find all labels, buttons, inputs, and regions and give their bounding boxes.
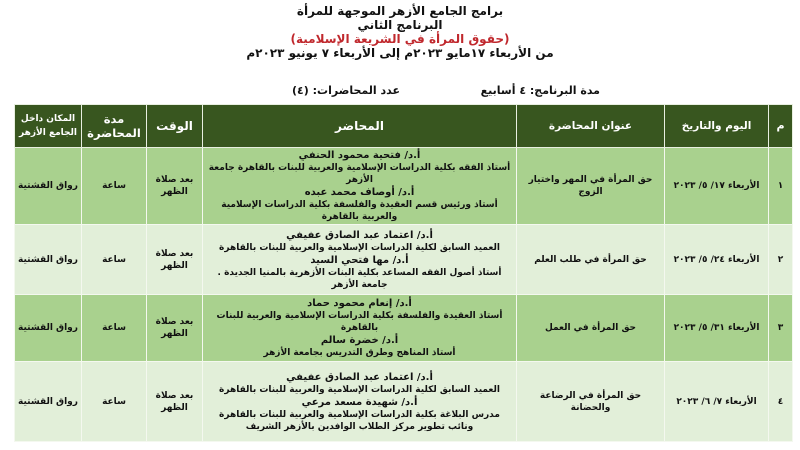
row-num: ١ [769,148,793,225]
time-line1: بعد صلاة [155,317,194,327]
row-num: ٤ [769,362,793,442]
row-date: الأربعاء ٧/ ٦/ ٢٠٢٣ [665,362,769,442]
col-header-num: م [769,105,793,148]
lecturer-desc: مدرس البلاغة بكلية الدراسات الإسلامية والعربية للبنات بالقاهرة ونائب تطوير مركز الطلاب الوافدين بالأزهر الشريف [219,409,500,432]
row-time [147,148,203,225]
program-date-range: من الأربعاء ١٧مايو ٢٠٢٣م إلى الأربعاء ٧ يونيو ٢٠٢٣م [246,46,554,60]
row-title: حق المرأة في طلب العلم [517,225,665,295]
table-row [15,225,793,295]
row-place: رواق القشتية [15,225,82,295]
time-line2: الظهر [161,187,188,197]
row-lecturers [203,148,517,225]
lecturer-name: أ.د/ مها فتحي السيد [310,254,409,266]
program-subject: (حقوق المرأة في الشريعة الإسلامية) [290,32,510,46]
row-num: ٣ [769,295,793,362]
row-duration: ساعة [82,225,147,295]
col-header-duration-line1: مدة [103,112,125,126]
row-date: الأربعاء ١٧/ ٥/ ٢٠٢٣ [665,148,769,225]
row-date: الأربعاء ٢٤/ ٥/ ٢٠٢٣ [665,225,769,295]
row-duration: ساعة [82,295,147,362]
row-time [147,362,203,442]
document-header [0,4,800,60]
lecturer-desc: العميد السابق لكلية الدراسات الإسلامية والعربية للبنات بالقاهرة [219,242,500,253]
row-time [147,225,203,295]
lecturer-desc: أستاذ ورئيس قسم العقيدة والفلسفة بكلية الدراسات الإسلامية والعربية بالقاهرة [221,200,498,222]
schedule-table [14,104,793,442]
lecturer-desc: أستاذ المناهج وطرق التدريس بجامعة الأزهر [263,348,456,358]
lecturer-name: أ.د/ إنعام محمود حماد [307,298,412,309]
time-line2: الظهر [161,260,188,271]
time-line1: بعد صلاة [155,248,194,259]
row-duration: ساعة [82,362,147,442]
table-row [15,362,793,442]
row-place: رواق القشتية [15,148,82,225]
row-title: حق المرأة في المهر واختيار الزوج [517,148,665,225]
row-place: رواق القشتية [15,295,82,362]
lecturer-desc: العميد السابق لكلية الدراسات الإسلامية والعربية للبنات بالقاهرة [219,384,500,395]
row-title: حق المرأة في العمل [517,295,665,362]
time-line1: بعد صلاة [155,175,194,185]
row-title: حق المرأة في الرضاعة والحضانة [517,362,665,442]
program-duration: مدة البرنامج: ٤ أسابيع [480,84,600,97]
table-row [15,148,793,225]
row-num: ٢ [769,225,793,295]
col-header-place [15,105,82,148]
row-date: الأربعاء ٣١/ ٥/ ٢٠٢٣ [665,295,769,362]
col-header-duration-line2: المحاضرة [87,126,141,140]
row-lecturers [203,295,517,362]
table-row [15,295,793,362]
program-meta [0,84,800,100]
lecturer-desc: أستاذ أصول الفقه المساعد بكلية البنات الأزهرية بالمنيا الجديدة . جامعة الأزهر [217,267,502,290]
lecturer-name: أ.د/ شهيدة مسعد مرعي [301,396,418,408]
lecturer-name: أ.د/ خضرة سالم [320,335,399,346]
lecturer-desc: أستاذ الفقه بكلية الدراسات الإسلامية والعربية للبنات بالقاهرة جامعة الأزهر [208,163,511,185]
time-line1: بعد صلاة [155,390,194,401]
lecturer-name: أ.د/ فتحية محمود الحنفي [298,150,421,161]
lecturer-name: أ.د/ اعتماد عبد الصادق عفيفي [286,371,433,383]
program-series-title: برامج الجامع الأزهر الموجهة للمرأة [296,4,504,18]
lecturer-name: أ.د/ أوصاف محمد عبده [304,187,415,198]
col-header-date: اليوم والتاريخ [665,105,769,148]
table-header-row [15,105,793,148]
col-header-title: عنوان المحاضرة [517,105,665,148]
time-line2: الظهر [161,329,188,339]
row-duration: ساعة [82,148,147,225]
row-place: رواق القشتية [15,362,82,442]
row-time [147,295,203,362]
row-lecturers [203,362,517,442]
lecturer-desc: أستاذ العقيدة والفلسفة بكلية الدراسات الإسلامية والعربية للبنات بالقاهرة [216,311,503,333]
col-header-place-line1: المكان داخل [20,114,76,124]
time-line2: الظهر [161,402,188,413]
row-lecturers [203,225,517,295]
col-header-lecturer: المحاضر [203,105,517,148]
col-header-time: الوقت [147,105,203,148]
program-number: البرنامج الثاني [357,18,443,32]
col-header-place-line2: الجامع الأزهر [19,128,77,138]
lecture-count: عدد المحاضرات: (٤) [292,84,400,97]
col-header-duration [82,105,147,148]
lecturer-name: أ.د/ اعتماد عبد الصادق عفيفي [286,229,433,241]
